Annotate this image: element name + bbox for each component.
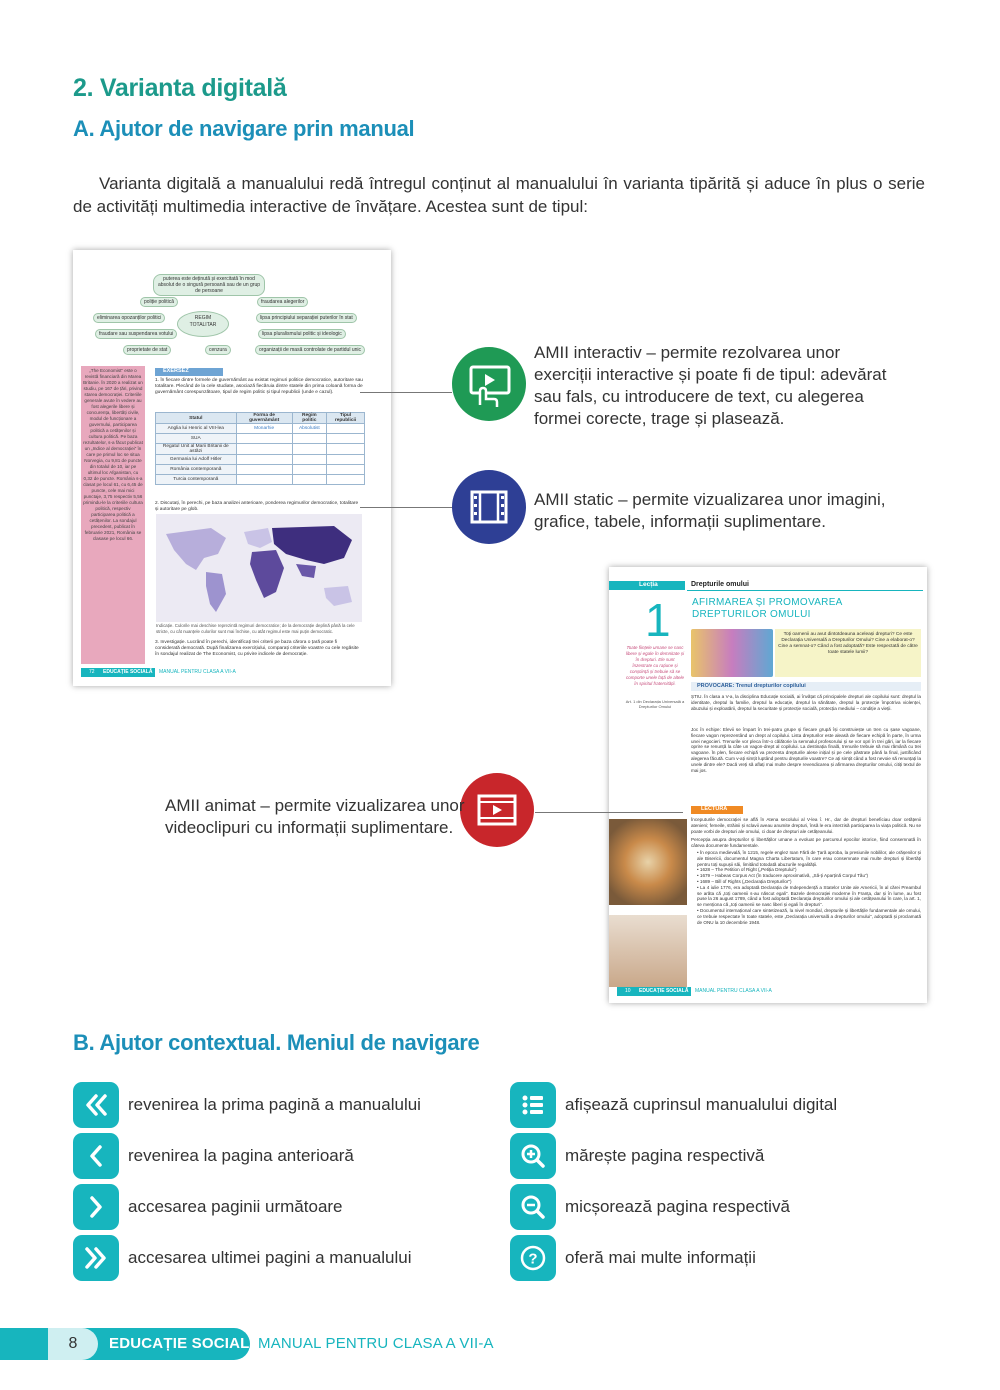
chevron-right-icon bbox=[81, 1192, 111, 1222]
exercise-table bbox=[155, 412, 365, 485]
mindmap-bubble: lipsa pluralismului politic și ideologic bbox=[258, 329, 346, 339]
task-1: 1. În fiecare dintre formele de guvernământ au existat regimuri politice democratice, autoritare sau totalitare. Plecând de la cele studiate, asociază fiecăruia dintre statele din prima coloană forma de guvernământ corespunzătoare, tipul de regim politic și tipul republicii (unde e cazul). bbox=[155, 378, 363, 395]
table-of-contents-button[interactable] bbox=[510, 1082, 556, 1128]
table-cell: Turcia contemporană bbox=[156, 475, 237, 485]
subsection-a-title: A. Ajutor de navigare prin manual bbox=[73, 116, 415, 141]
section-title: 2. Varianta digitală bbox=[73, 74, 287, 102]
next-page-button[interactable] bbox=[73, 1184, 119, 1230]
lesson-label: Lecția bbox=[639, 581, 658, 588]
connector-line bbox=[535, 812, 683, 813]
nav-label: accesarea paginii următoare bbox=[128, 1197, 343, 1216]
reading-label: LECTURĂ bbox=[691, 806, 743, 814]
list-item: • În epoca medievală, în 1215, regele englez Ioan Fără de Țară aproba, la presiunile nobililor, ale orășenilor și ale Bisericii, documentul Magna Charta Libertatum, în care erau consemnate mai multe drepturi și libertăți pentru toți supușii săi, limitând totodată abuzurile regalității. bbox=[697, 850, 921, 867]
mindmap-bubble: organizații de masă controlate de partidul unic bbox=[255, 345, 365, 355]
footer-manual: MANUAL PENTRU CLASA A VII-A bbox=[258, 1335, 494, 1352]
table-cell: Absolutist bbox=[292, 424, 326, 434]
zoom-out-icon bbox=[518, 1192, 548, 1222]
page-thumbnail-regime bbox=[73, 250, 391, 686]
table-cell: SUA bbox=[156, 434, 237, 444]
amii-interactive-badge bbox=[452, 347, 526, 421]
help-icon bbox=[518, 1243, 548, 1273]
nav-label: mărește pagina respectivă bbox=[565, 1146, 765, 1165]
mindmap-bubble: cenzura bbox=[205, 345, 231, 355]
intro-paragraph: Varianta digitală a manualului redă întregul conținut al manualului în varianta tipărită și aduce în plus o serie de activități multimedia interactive de învățare. Acestea sunt de tipul: bbox=[73, 174, 925, 216]
children-photo bbox=[691, 629, 773, 677]
map-caption: Indicație. Culorile mai deschise reprezintă regimuri democratice; de la democrație deplină până la cele stricte, cu cât nuanțele culorilor sunt mai închise, cu atât regimul este mai puțin democratic. bbox=[156, 623, 355, 634]
team-game-paragraph: Joc în echipe: Elevii se împart în trei-patru grupe și fiecare grupă își construiește un tren cu șase vagoane, fiecare vagon reprezentând un drept al copilului. Lista drepturilor este aleasă de fiecare echipă în parte, în urma unei negocieri. Trenurile vor pleca într-o călătorie la semnalul profesorului și se vor opri în trei gări, iar la fiecare oprire se renunță la câte un vagon-drept al copilului. La destinația finală, trenurile trebuie să mai rămână cu trei vagoane. În plen, fiecare echipă va prezenta drepturile alese inițial și pe cele păstrate până la final, justificând alegerea făcută. Cum v-ați simțit luptând pentru drepturile voastre? Ce ați simțit când a fost nevoie să renunțați la unele dintre ele? Dacă vreți să aflați mai multe despre revendicarea și afirmarea drepturilor omului, citiți textul de mai jos. bbox=[691, 727, 921, 773]
table-head: Forma de guvernământ bbox=[236, 413, 292, 424]
help-button[interactable] bbox=[510, 1235, 556, 1281]
film-frame-icon bbox=[452, 470, 526, 544]
amii-static-text: AMII static – permite vizualizarea unor imagini, grafice, tabele, informații suplimentare. bbox=[534, 490, 886, 531]
mindmap-bubble: fraudare sau suspendarea votului bbox=[95, 329, 177, 339]
mindmap-center: REGIM TOTALITAR bbox=[177, 311, 229, 337]
guiding-questions: Toți oamenii au avut dintotdeauna aceleași drepturi? Ce este Declarația Universală a Drepturilor Omului? Cine a elaborat-o? Cine a semnat-o? Când a fost adoptată? Este respectată de către toate statele lumii? bbox=[775, 629, 921, 677]
first-page-button[interactable] bbox=[73, 1082, 119, 1128]
list-item: • 1628 – The Petition of Right („Petiția Dreptului”) bbox=[697, 867, 797, 873]
table-cell: Regatul Unit al Marii Britanii de astăzi bbox=[156, 444, 237, 455]
mindmap-bubble: proprietate de stat bbox=[123, 345, 171, 355]
subsection-b-title: B. Ajutor contextual. Meniul de navigare bbox=[73, 1030, 480, 1055]
zoom-in-icon bbox=[518, 1141, 548, 1171]
world-democracy-map bbox=[156, 514, 362, 622]
mindmap-bubble: fraudarea alegerilor bbox=[257, 297, 308, 307]
lesson-number: 1 bbox=[645, 594, 671, 646]
task-2: 2. Discutați, în perechi, pe baza analizei anterioare, ponderea regimurilor democratice, totalitare și autoritare pe glob. bbox=[155, 501, 359, 512]
amii-interactive-text: AMII interactiv – permite rezolvarea unor exerciții interactive și poate fi de tipul: adevărat sau fals, cu introducere de text, cu alegerea formei corecte, trage și plasează. bbox=[534, 343, 887, 428]
hands-circle-photo bbox=[609, 819, 687, 905]
table-head: Regim politic bbox=[292, 413, 326, 424]
quote-source: Art. 1 din Declarația Universală a Drepturilor Omului bbox=[625, 699, 685, 709]
nav-label: revenirea la pagina anterioară bbox=[128, 1146, 354, 1165]
list-item: • 1679 – Habeas Corpus Act (în traducere aproximativă, „Să-ți Aparțină Corpul Tău”) bbox=[697, 873, 869, 879]
nav-label: oferă mai multe informații bbox=[565, 1248, 756, 1267]
table-cell: Germania lui Adolf Hitler bbox=[156, 455, 237, 465]
touch-screen-icon bbox=[452, 347, 526, 421]
list-icon bbox=[518, 1090, 548, 1120]
previous-page-button[interactable] bbox=[73, 1133, 119, 1179]
table-cell: Monarhie bbox=[236, 424, 292, 434]
table-cell: România contemporană bbox=[156, 465, 237, 475]
connector-line bbox=[360, 507, 452, 508]
exersez-label: EXERSEZ bbox=[155, 368, 223, 376]
reading-body-1: Începuturile democrației se află în Atena secolului al V-lea î. Hr., dar de drepturi beneficiau doar cetățenii atenieni; femeile, străinii și sclavii aveau anumite drepturi, însă le era interzisă participarea la viața politică. Nu se poate vorbi de drepturi ale omului, ci doar de drepturi ale cetățeanului. bbox=[691, 817, 921, 834]
challenge-title: PROVOCARE: Trenul drepturilor copilului bbox=[697, 683, 806, 689]
table-cell bbox=[327, 424, 365, 434]
thumb-footer-subject: EDUCAȚIE SOCIALĂ bbox=[639, 988, 689, 994]
list-item: • 1689 – Bill of Rights („Declarația Drepturilor”) bbox=[697, 878, 792, 884]
double-chevron-right-icon bbox=[81, 1243, 111, 1273]
thumb-page-number: 10 bbox=[625, 988, 631, 994]
table-head: Tipul republicii bbox=[327, 413, 365, 424]
task-3: 3. Investigație. Lucrând în perechi, identificați trei criterii pe baza cărora o țară poate fi considerată democrată. După finalizarea exercițiului, comparați criteriile voastre cu cele regăsite în sondajul realizat de The Economist, cu privire indicele de democrație. bbox=[155, 640, 359, 657]
last-page-button[interactable] bbox=[73, 1235, 119, 1281]
lesson-heading: AFIRMAREA ȘI PROMOVAREA DREPTURILOR OMULUI bbox=[692, 597, 843, 620]
page-thumbnail-human-rights bbox=[609, 567, 927, 1003]
nav-label: afișează cuprinsul manualului digital bbox=[565, 1095, 838, 1114]
thumb-footer-manual: MANUAL PENTRU CLASA A VII-A bbox=[159, 669, 236, 675]
mindmap-bubble: lipsa principiului separației puterilor în stat bbox=[256, 313, 357, 323]
zoom-out-button[interactable] bbox=[510, 1184, 556, 1230]
know-paragraph: ȘTIU. În clasa a V-a, la disciplina Educație socială, ai învățat că principalele drepturi ale copilului sunt: dreptul la identitate, dreptul la familie, dreptul la educație, dreptul la sănătate, dreptul la protecție împotriva violenței, abuzului și exploatării, dreptul la securitate și protecție socială, protecția mediului – condiție a vieții. bbox=[691, 694, 921, 711]
footer-subject: EDUCAȚIE SOCIALĂ bbox=[109, 1335, 261, 1352]
nav-label: micșorează pagina respectivă bbox=[565, 1197, 790, 1216]
list-item: • Documentul internațional care sintetizează, la nivel mondial, drepturile și libertățile fundamentale ale omului, ce trebuie respectate în toate statele, este „Declarația universală a drepturilor omului”, adoptată și proclamată de ONU la 10 decembrie 1948. bbox=[697, 907, 921, 925]
chevron-left-icon bbox=[81, 1141, 111, 1171]
zoom-in-button[interactable] bbox=[510, 1133, 556, 1179]
lesson-title: Drepturile omului bbox=[691, 581, 749, 588]
mindmap-bubble: puterea este deținută și exercitată în mod absolut de o singură persoană sau de un grup de persoane bbox=[153, 274, 265, 296]
table-head: Statul bbox=[156, 413, 237, 424]
mindmap-bubble: eliminarea opozanților politici bbox=[93, 313, 165, 323]
quote: Toate ființele umane se nasc libere și egale în demnitate și în drepturi. Ele sunt înzestrate cu rațiune și conștiință și trebuie să se comporte unele față de altele în spiritul fraternității. bbox=[625, 645, 685, 686]
thumb-footer-manual: MANUAL PENTRU CLASA A VII-A bbox=[695, 988, 772, 994]
nav-label: revenirea la prima pagină a manualului bbox=[128, 1095, 421, 1114]
reading-bullets bbox=[697, 850, 921, 925]
thumb-page-number: 72 bbox=[89, 669, 95, 675]
amii-static-badge bbox=[452, 470, 526, 544]
connector-line bbox=[360, 392, 452, 393]
svg-text:?: ? bbox=[528, 1250, 538, 1268]
table-cell: Anglia lui Henric al VIII-lea bbox=[156, 424, 237, 434]
mindmap-bubble: poliție politică bbox=[140, 297, 178, 307]
list-item: • La 4 iulie 1776, era adoptată Declarația de Independență a Statelor Unite ale Americii, în al cărei Preambul se arăta că „toți oamenii s-au născut egali”. Bazele democrației moderne în Franța, dar și în lume, au fost puse la 26 august 1789, când a fost adoptată Declarația drepturilor omului și ale cetățeanului în care, la art. 1, se menționa că „toți oamenii se nasc liberi și egali în drepturi”. bbox=[697, 884, 921, 908]
reading-body-2: Percepția asupra drepturilor și libertăților umane a evoluat pe parcursul epocilor istorice, fiind consemnată în câteva documente fundamentale. bbox=[691, 837, 921, 848]
nav-label: accesarea ultimei pagini a manualului bbox=[128, 1248, 412, 1267]
sidebar-note: „The Economist” este o revistă financiară din Marea Britanie. În 2020 a realizat un studiu, pe 167 de țări, privind starea democrației. Criteriile generale avute în vedere au fost alegerile libere și concurența, libertăți civile, modul de funcționare a guvernului, participarea politică a cetățenilor și cultura politică. Pe baza rezultatelor, s-a făcut publicat un „Indice al democrației” în care pe primul loc se situa Norvegia, cu 9,81 de puncte din totalul de 10, iar pe ultimul loc Afganistan, cu 0,32 de puncte. România s-a clasat pe locul 61, cu 6,45 de puncte, cele mai mici punctaje, 3,75 respectiv 5,56 primindu-le la criteriile cultura politică, respectiv participarea politică a cetățenilor. La sondajul precedent, publicat în februarie 2021, România se clasase pe locul 66. bbox=[81, 366, 145, 664]
amii-animated-text: AMII animat – permite vizualizarea unor videoclipuri cu informații suplimentare. bbox=[165, 796, 465, 837]
raised-hands-photo bbox=[609, 915, 687, 987]
double-chevron-left-icon bbox=[81, 1090, 111, 1120]
thumb-footer-subject: EDUCAȚIE SOCIALĂ bbox=[103, 669, 153, 675]
page-number: 8 bbox=[48, 1328, 98, 1360]
